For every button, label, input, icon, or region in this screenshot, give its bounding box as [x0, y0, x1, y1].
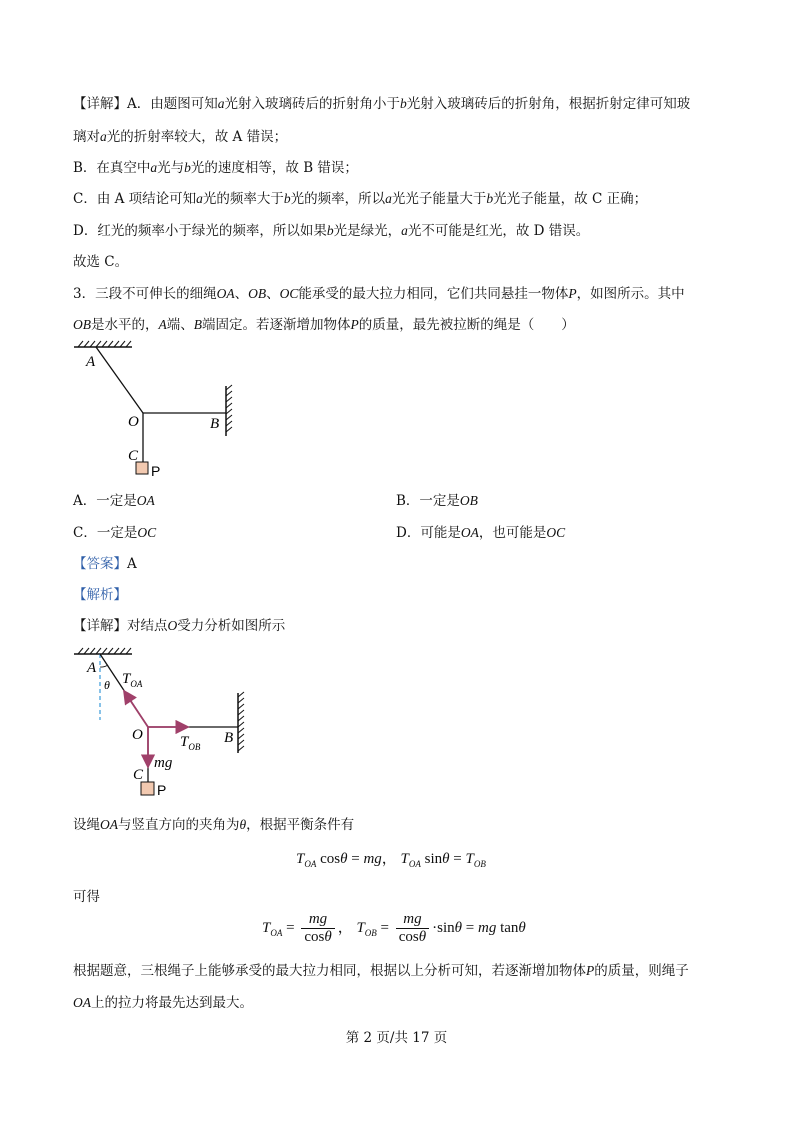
- var: P: [568, 286, 577, 301]
- detail-paragraph-line-2: [73, 127, 287, 147]
- var: θ: [239, 817, 247, 832]
- theta: θ: [418, 929, 427, 945]
- text: 光与: [157, 160, 185, 176]
- var: b: [283, 191, 291, 206]
- text: 光的速度相等，故 B 错误；: [190, 160, 358, 176]
- text: 设绳: [73, 817, 100, 833]
- theta: θ: [324, 929, 332, 945]
- detail-tag: 【详解】: [73, 618, 127, 634]
- ceiling-hatch: [78, 648, 131, 654]
- question-3-line-2: [73, 315, 575, 335]
- comma: ，: [381, 851, 397, 867]
- label-t-oa: [122, 671, 143, 689]
- text: 上的拉力将最先达到最大。: [91, 995, 253, 1011]
- text: 光的频率大于: [202, 191, 284, 207]
- text: 对结点: [127, 618, 168, 634]
- text: 端、: [166, 317, 194, 333]
- option-b[interactable]: [396, 491, 478, 511]
- fn: cos: [398, 929, 419, 945]
- mg: mg: [478, 919, 497, 936]
- rope-oa: [96, 347, 143, 413]
- conclusion-line-2: [73, 993, 253, 1013]
- option-a[interactable]: [73, 491, 155, 511]
- theta: θ: [454, 919, 463, 936]
- text: 光光子能量，故 C 正确；: [493, 191, 648, 207]
- equals: =: [380, 919, 390, 936]
- text: 根据题意，三根绳子上能够承受的最大拉力相同，根据以上分析可知，若逐渐增加物体: [73, 963, 586, 979]
- var: a: [100, 129, 107, 144]
- text: 璃对: [73, 129, 100, 145]
- var: OC: [279, 286, 299, 301]
- t: T: [296, 851, 305, 867]
- dot: ·: [432, 919, 438, 936]
- text: 光不可能是红光，故 D 错误。: [407, 223, 590, 239]
- detail-paragraph-line-1: [73, 94, 690, 114]
- answer-tag: 【答案】: [73, 556, 127, 572]
- label-mg: mg: [154, 755, 173, 771]
- var: a: [150, 160, 158, 175]
- detail-line: [73, 616, 285, 636]
- t: T: [122, 671, 131, 687]
- label-b: B: [210, 416, 220, 432]
- text: 受力分析如图所示: [177, 618, 286, 634]
- t: T: [262, 919, 271, 936]
- text: 、: [234, 286, 249, 302]
- text: 光光子能量大于: [391, 191, 487, 207]
- fn: cos: [304, 929, 325, 945]
- text: A．由题图可知: [127, 96, 218, 112]
- text: 光的频率，所以: [290, 191, 386, 207]
- var: OA: [460, 525, 479, 540]
- ceiling-hatch: [78, 341, 131, 347]
- text: 光射入玻璃砖后的折射角，根据折射定律可知玻: [406, 96, 691, 112]
- label-o: O: [128, 414, 139, 430]
- text: C．一定是: [73, 525, 138, 541]
- text: 光射入玻璃砖后的折射角小于: [224, 96, 400, 112]
- t: T: [180, 734, 189, 750]
- label-p: P: [151, 463, 161, 479]
- equals: =: [286, 919, 295, 936]
- t: T: [400, 851, 409, 867]
- subscript: OA: [408, 859, 421, 869]
- var: a: [401, 223, 408, 238]
- mg: mg: [363, 851, 382, 867]
- subscript: OB: [364, 927, 377, 938]
- text: 能承受的最大拉力相同，它们共同悬挂一物体: [298, 286, 569, 302]
- equals: =: [453, 851, 462, 867]
- theta: θ: [518, 919, 526, 936]
- option-d-explanation: [73, 221, 589, 241]
- derive-line: 可得: [73, 889, 100, 905]
- label-a: A: [86, 354, 96, 370]
- equilibrium-equation: [296, 847, 486, 869]
- label-t-ob: [180, 734, 201, 752]
- option-b-explanation: [73, 158, 358, 178]
- subscript: OA: [270, 927, 283, 938]
- text: 、: [266, 286, 280, 302]
- text: D．红光的频率小于绿光的频率，所以如果: [73, 223, 327, 239]
- fn: sin: [437, 919, 455, 936]
- text: C．由 A 项结论可知: [73, 191, 197, 207]
- subscript: OB: [473, 859, 486, 869]
- var: OB: [459, 493, 478, 508]
- var: B: [193, 317, 202, 332]
- label-c: C: [128, 448, 139, 464]
- conclusion-line-1: [73, 961, 689, 981]
- choice-line: 故选 C。: [73, 254, 129, 270]
- equals: =: [465, 919, 475, 936]
- var: OC: [137, 525, 157, 540]
- fraction: [396, 911, 429, 946]
- var: O: [167, 618, 178, 633]
- var: b: [184, 160, 191, 175]
- fraction: [301, 911, 334, 946]
- label-c: C: [133, 767, 144, 783]
- setup-line: [73, 815, 354, 835]
- var: P: [350, 317, 359, 332]
- weight-p: [141, 782, 154, 795]
- analysis-tag: 【解析】: [73, 587, 127, 603]
- arrow-t-oa: [124, 691, 148, 727]
- label-a: A: [87, 660, 97, 676]
- text: A．一定是: [73, 493, 137, 509]
- text: 的质量，最先被拉断的绳是（ ）: [358, 317, 575, 333]
- label-theta: θ: [104, 678, 110, 692]
- fn: tan: [500, 919, 519, 936]
- text: B．一定是: [396, 493, 460, 509]
- text: 3．三段不可伸长的细绳: [73, 286, 217, 302]
- mg: mg: [308, 911, 328, 927]
- t: T: [465, 851, 474, 867]
- subscript: OA: [130, 679, 143, 689]
- var: OA: [136, 493, 155, 508]
- var: a: [217, 96, 225, 111]
- comma: ，: [337, 919, 353, 936]
- subscript: OB: [188, 742, 201, 752]
- text: 与竖直方向的夹角为: [118, 817, 240, 833]
- var: OA: [100, 817, 118, 832]
- option-c-explanation: [73, 189, 647, 209]
- mg: mg: [403, 911, 422, 927]
- var: OB: [248, 286, 267, 301]
- text: ，如图所示。其中: [576, 286, 685, 302]
- detail-tag: 【详解】: [73, 96, 127, 112]
- var: OA: [216, 286, 235, 301]
- label-b: B: [224, 730, 234, 746]
- equals: =: [351, 851, 360, 867]
- var: OA: [73, 995, 91, 1010]
- theta: θ: [340, 851, 348, 867]
- text: 光是绿光，: [333, 223, 402, 239]
- text: 是水平的，: [91, 317, 159, 333]
- page-footer: 第 2 页/共 17 页: [345, 1030, 448, 1046]
- var: b: [486, 191, 494, 206]
- option-c[interactable]: [73, 523, 156, 543]
- label-p: P: [157, 782, 167, 798]
- var: P: [586, 963, 595, 978]
- text: D．可能是: [396, 525, 461, 541]
- wall-hatch: [238, 692, 244, 751]
- subscript: OA: [304, 859, 317, 869]
- text: 端固定。若逐渐增加物体: [202, 317, 351, 333]
- text: 的质量，则绳子: [594, 963, 689, 979]
- label-o: O: [132, 727, 143, 743]
- var: b: [400, 96, 407, 111]
- text: ，根据平衡条件有: [246, 817, 355, 833]
- question-figure: [60, 338, 260, 483]
- var: a: [385, 191, 392, 206]
- answer-line: [73, 554, 137, 574]
- var: OB: [73, 317, 91, 332]
- text: ，也可能是: [478, 525, 547, 541]
- fn: cos: [320, 851, 341, 867]
- wall-hatch: [226, 385, 232, 432]
- var: A: [158, 317, 167, 332]
- answer-value: A: [127, 556, 137, 572]
- text: 光的折射率较大，故 A 错误；: [106, 129, 288, 145]
- var: b: [326, 223, 334, 238]
- option-d[interactable]: [396, 523, 565, 543]
- var: OC: [546, 525, 566, 540]
- text: B．在真空中: [73, 160, 151, 176]
- question-3-line-1: [73, 284, 685, 304]
- fn: sin: [424, 851, 443, 867]
- force-diagram: [60, 645, 270, 805]
- result-equation: [262, 911, 526, 946]
- var: a: [196, 191, 203, 206]
- theta: θ: [442, 851, 450, 867]
- t: T: [356, 919, 365, 936]
